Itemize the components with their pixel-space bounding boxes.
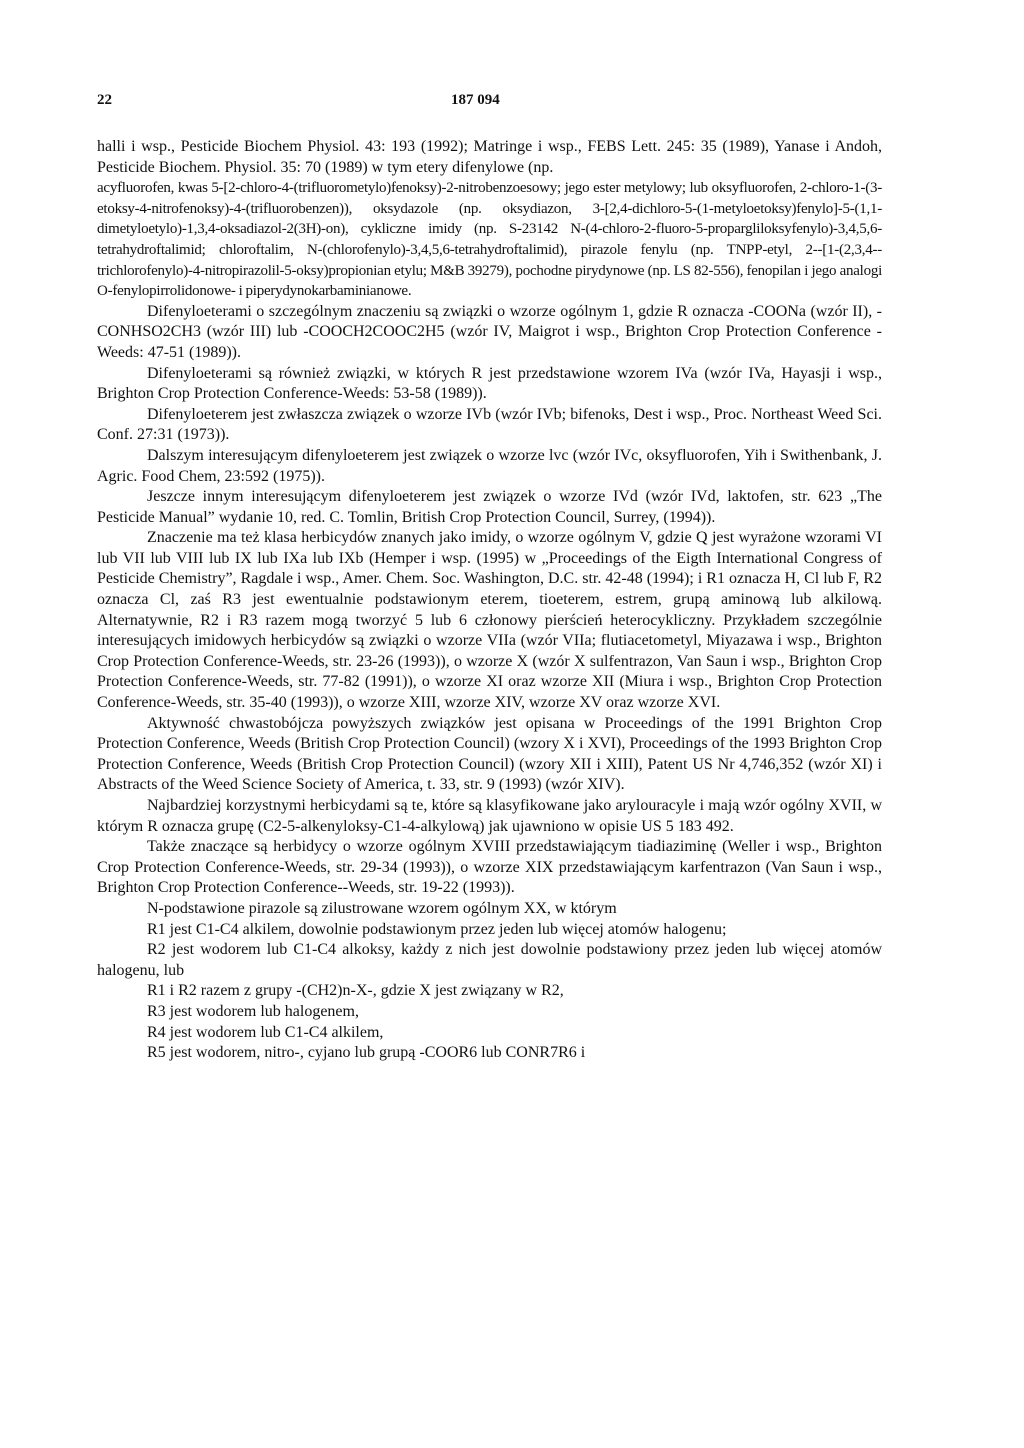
paragraph-12: N-podstawione pirazole są zilustrowane wzorem ogólnym XX, w którym [147,899,617,917]
paragraph-17: R4 jest wodorem lub C1-C4 alkilem, [147,1023,384,1041]
paragraph-6: Dalszym interesującym difenyloeterem jest związek o wzorze lvc (wzór IVc, oksyfluorofen, Yih i Swithenbank, J. Agric. Food Chem, 23:592 (1975)). [97,446,882,485]
paragraph-10: Najbardziej korzystnymi herbicydami są te, które są klasyfikowane jako arylouracyle i mają wzór ogólny XVII, w którym R oznacza grupę (C2-5-alkenyloksy-C1-4-alkylową) jak ujawniono w opisie US 5 183 492. [97,797,882,835]
paragraph-1: halli i wsp., Pesticide Biochem Physiol. 43: 193 (1992); Matringe i wsp., FEBS Lett. 245: 35 (1989), Yanase i Andoh, Pesticide Biochem. Physiol. 35: 70 (1989) w tym etery difenylowe (np. [97,138,882,176]
paragraph-11: Także znaczące są herbidycy o wzorze ogólnym XVIII przedstawiającym tiadiaziminę (Weller i wsp., Brighton Crop Protection Conference-Weeds, str. 29-34 (1993)), o wzorze XIX przedstawiającym karfentrazon (Van Saun i wsp., Brighton Crop Protection Conference--Weeds, str. 19-22 (1993)). [97,838,882,897]
paragraph-5: Difenyloeterem jest zwłaszcza związek o wzorze IVb (wzór IVb; bifenoks, Dest i wsp., Proc. Northeast Weed Sci. Conf. 27:31 (1973)). [97,405,882,444]
paragraph-7: Jeszcze innym interesującym difenyloeterem jest związek o wzorze IVd (wzór IVd, laktofen, str. 623 „The Pesticide Manual” wydanie 10, red. C. Tomlin, British Crop Protection Council, Surrey, (1994)). [97,488,882,526]
patent-number: 187 094 [451,92,500,108]
paragraph-8: Znaczenie ma też klasa herbicydów znanych jako imidy, o wzorze ogólnym V, gdzie Q jest wyrażone wzorami VI lub VII lub VIII lub IX lub IXa lub IXb (Hemper i wsp. (1995) w „Proceedings of the Eigth International Congress of Pesticide Chemistry”, Ragdale i wsp., Amer. Chem. Soc. Washington, D.C. str. 42-48 (1994); i R1 oznacza H, Cl lub F, R2 oznacza Cl, zaś R3 jest ewentualnie podstawionym eterem, tioeterem, estrem, grupą aminową lub alkilową. Alternatywnie, R2 i R3 razem mogą tworzyć 5 lub 6 członowy pierścień heterocykliczny. Przykładem szczególnie interesujących imidowych herbicydów są związki o wzorze VIIa (wzór VIIa; flutiacetometyl, Miyazawa i wsp., Brighton Crop Protection Conference-Weeds, str. 23-26 (1993)), o wzorze X (wzór X sulfentrazon, Van Saun i wsp., Brighton Crop Protection Conference-Weeds, str. 77-82 (1991)), o wzorze XI oraz wzorze XII (Miura i wsp., Brighton Crop Protection Conference-Weeds, str. 35-40 (1993)), o wzorze XIII, wzorze XIV, wzorze XV oraz wzorze XVI. [97,529,882,712]
body-text [97,137,882,1064]
paragraph-13: R1 jest C1-C4 alkilem, dowolnie podstawionym przez jeden lub więcej atomów halogenu; [147,920,727,938]
paragraph-15: R1 i R2 razem z grupy -(CH2)n-X-, gdzie X jest związany w R2, [147,982,564,1000]
paragraph-3: Difenyloeterami o szczególnym znaczeniu są związki o wzorze ogólnym 1, gdzie R oznacza -COONa (wzór II), -CONHSO2CH3 (wzór III) lub -COOCH2COOC2H5 (wzór IV, Maigrot i wsp., Brighton Crop Protection Conference - Weeds: 47-51 (1989)). [97,302,882,361]
paragraph-2: acyfluorofen, kwas 5-[2-chloro-4-(trifluorometylo)fenoksy)-2-nitrobenzoesowy; jego ester metylowy; lub oksyfluorofen, 2-chloro-1-(3-etoksy-4-nitrofenoksy)-4-(trifluorobenzen)), oksydazole (np. oksydiazon, 3-[2,4-dichloro-5-(1-metyloetoksy)fenylo]-5-(1,1-dimetyloetylo)-1,3,4-oksadiazol-2(3H)-on), cykliczne imidy (np. S-23142 N-(4-chloro-2-fluoro-5-propargliloksyfenylo)-3,4,5,6-tetrahydroftalimid; chloroftalim, N-(chlorofenylo)-3,4,5,6-tetrahydroftalimid), pirazole fenylu (np. TNPP-etyl, 2--[1-(2,3,4--trichlorofenylo)-4-nitropirazolil-5-oksy)propionian etylu; M&B 39279), pochodne pirydynowe (np. LS 82-556), fenopilan i jego analogi O-fenylopirrolidonowe- i piperydynokarbaminianowe. [97,180,882,300]
page-number: 22 [97,92,112,108]
paragraph-4: Difenyloeterami są również związki, w których R jest przedstawione wzorem IVa (wzór IVa, Hayasji i wsp., Brighton Crop Protection Conference-Weeds: 53-58 (1989)). [97,364,882,403]
paragraph-14: R2 jest wodorem lub C1-C4 alkoksy, każdy z nich jest dowolnie podstawiony przez jeden lub więcej atomów halogenu, lub [97,941,882,979]
paragraph-18: R5 jest wodorem, nitro-, cyjano lub grupą -COOR6 lub CONR7R6 i [147,1044,586,1062]
paragraph-16: R3 jest wodorem lub halogenem, [147,1002,359,1020]
paragraph-9: Aktywność chwastobójcza powyższych związków jest opisana w Proceedings of the 1991 Brighton Crop Protection Conference, Weeds (British Crop Protection Council) (wzory X i XVI), Proceedings of the 1993 Brighton Crop Protection Conference, Weeds (British Crop Protection Council) (wzory XII i XIII), Patent US Nr 4,746,352 (wzór XI) i Abstracts of the Weed Science Society of America, t. 33, str. 9 (1993) (wzór XIV). [97,714,882,794]
